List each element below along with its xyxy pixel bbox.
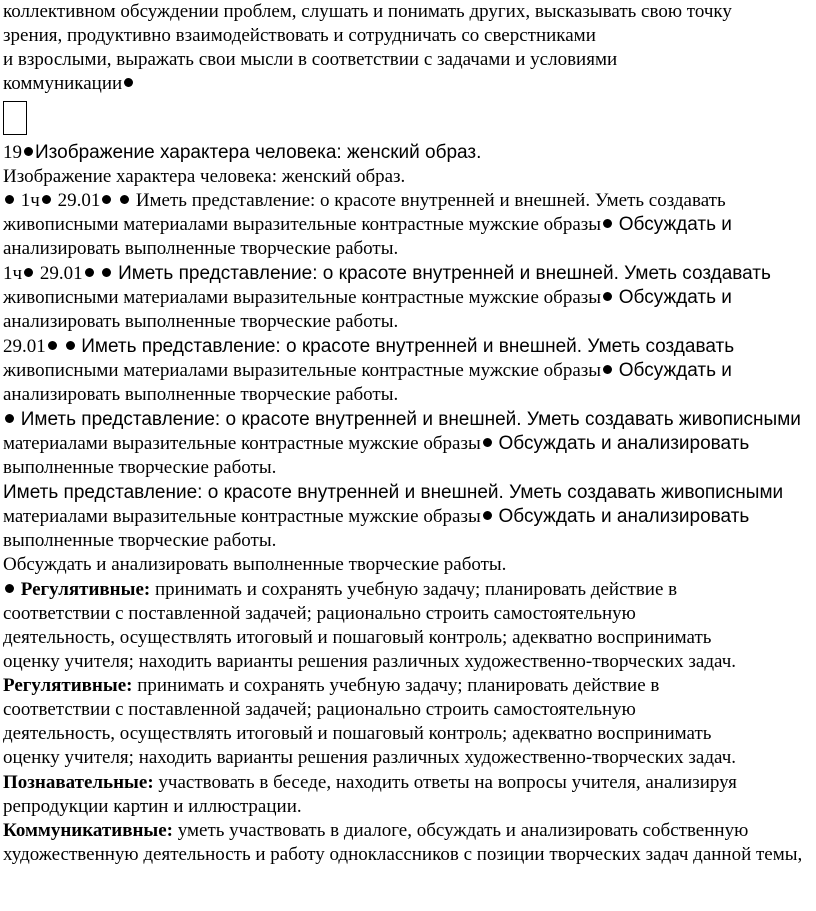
- bullet-icon: [42, 195, 51, 204]
- text-line: Иметь представление: о красоте внутренней и внешней. Уметь создавать живописными: [3, 482, 784, 503]
- text-line: 29.01 Иметь представление: о красоте внутренней и внешней. Уметь создавать: [3, 336, 735, 357]
- bullet-icon: [102, 268, 111, 277]
- bullet-icon: [48, 341, 57, 350]
- bullet-icon: [120, 195, 129, 204]
- text-line: Познавательные: участвовать в беседе, находить ответы на вопросы учителя, анализируя: [3, 772, 737, 793]
- text-line: живописными материалами выразительные контрастные мужские образы Обсуждать и: [3, 360, 732, 381]
- text-line: Регулятивные: принимать и сохранять учебную задачу; планировать действие в: [3, 578, 677, 602]
- bullet-icon: [483, 511, 492, 520]
- bullet-icon: [102, 195, 111, 204]
- bullet-icon: [66, 341, 75, 350]
- bullet-icon: [603, 219, 612, 228]
- bullet-icon: [24, 147, 33, 156]
- text-line: выполненные творческие работы.: [3, 530, 277, 551]
- bullet-icon: [603, 365, 612, 374]
- bullet-icon: [24, 268, 33, 277]
- text-line: Иметь представление: о красоте внутренней и внешней. Уметь создавать живописными: [3, 408, 801, 432]
- bullet-icon: [5, 584, 14, 593]
- text-line: материалами выразительные контрастные мужские образы Обсуждать и анализировать: [3, 506, 750, 527]
- text-line: 19 Изображение характера человека: женский образ.: [3, 142, 482, 163]
- text-line: репродукции картин и иллюстрации.: [3, 796, 302, 817]
- bullet-icon: [5, 414, 14, 423]
- text-line: живописными материалами выразительные контрастные мужские образы Обсуждать и: [3, 287, 732, 308]
- text-line: соответствии с поставленной задачей; рационально строить самостоятельную: [3, 603, 636, 624]
- text-line: соответствии с поставленной задачей; рационально строить самостоятельную: [3, 699, 636, 720]
- text-line: художественную деятельность и работу одноклассников с позиции творческих задач данной темы,: [3, 844, 803, 865]
- text-line: оценку учителя; находить варианты решения различных художественно-творческих задач.: [3, 651, 737, 672]
- text-line: оценку учителя; находить варианты решения различных художественно-творческих задач.: [3, 747, 737, 768]
- text-line: зрения, продуктивно взаимодействовать и сотрудничать со сверстниками: [3, 25, 596, 46]
- section-label: Регулятивные:: [20, 579, 151, 600]
- text-line: деятельность, осуществлять итоговый и пошаговый контроль; адекватно воспринимать: [3, 627, 712, 648]
- bullet-icon: [483, 438, 492, 447]
- text-line: анализировать выполненные творческие работы.: [3, 384, 399, 405]
- bullet-icon: [85, 268, 94, 277]
- text-line: Обсуждать и анализировать выполненные творческие работы.: [3, 554, 507, 575]
- section-label: Познавательные:: [3, 772, 154, 793]
- bullet-icon: [603, 292, 612, 301]
- bullet-icon: [124, 78, 133, 87]
- text-line: Регулятивные: принимать и сохранять учебную задачу; планировать действие в: [3, 675, 660, 696]
- text-line: Изображение характера человека: женский образ.: [3, 166, 406, 187]
- empty-checkbox-icon: [3, 101, 27, 135]
- text-line: деятельность, осуществлять итоговый и пошаговый контроль; адекватно воспринимать: [3, 723, 712, 744]
- text-line: коммуникации: [3, 72, 135, 96]
- section-label: Коммуникативные:: [3, 820, 173, 841]
- text-line: материалами выразительные контрастные мужские образы Обсуждать и анализировать: [3, 433, 750, 454]
- text-line: 1ч 29.01 Иметь представление: о красоте внутренней и внешней. Уметь создавать: [3, 189, 726, 213]
- text-line: коллективном обсуждении проблем, слушать и понимать других, высказывать свою точку: [3, 1, 732, 22]
- text-line: живописными материалами выразительные контрастные мужские образы Обсуждать и: [3, 214, 732, 235]
- text-line: выполненные творческие работы.: [3, 457, 277, 478]
- text-line: 1ч 29.01 Иметь представление: о красоте внутренней и внешней. Уметь создавать: [3, 263, 771, 284]
- text-line: Коммуникативные: уметь участвовать в диалоге, обсуждать и анализировать собственную: [3, 820, 749, 841]
- text-line: анализировать выполненные творческие работы.: [3, 311, 399, 332]
- text-line: и взрослыми, выражать свои мысли в соответствии с задачами и условиями: [3, 49, 618, 70]
- text-line: анализировать выполненные творческие работы.: [3, 238, 399, 259]
- bullet-icon: [5, 195, 14, 204]
- section-label: Регулятивные:: [3, 675, 133, 696]
